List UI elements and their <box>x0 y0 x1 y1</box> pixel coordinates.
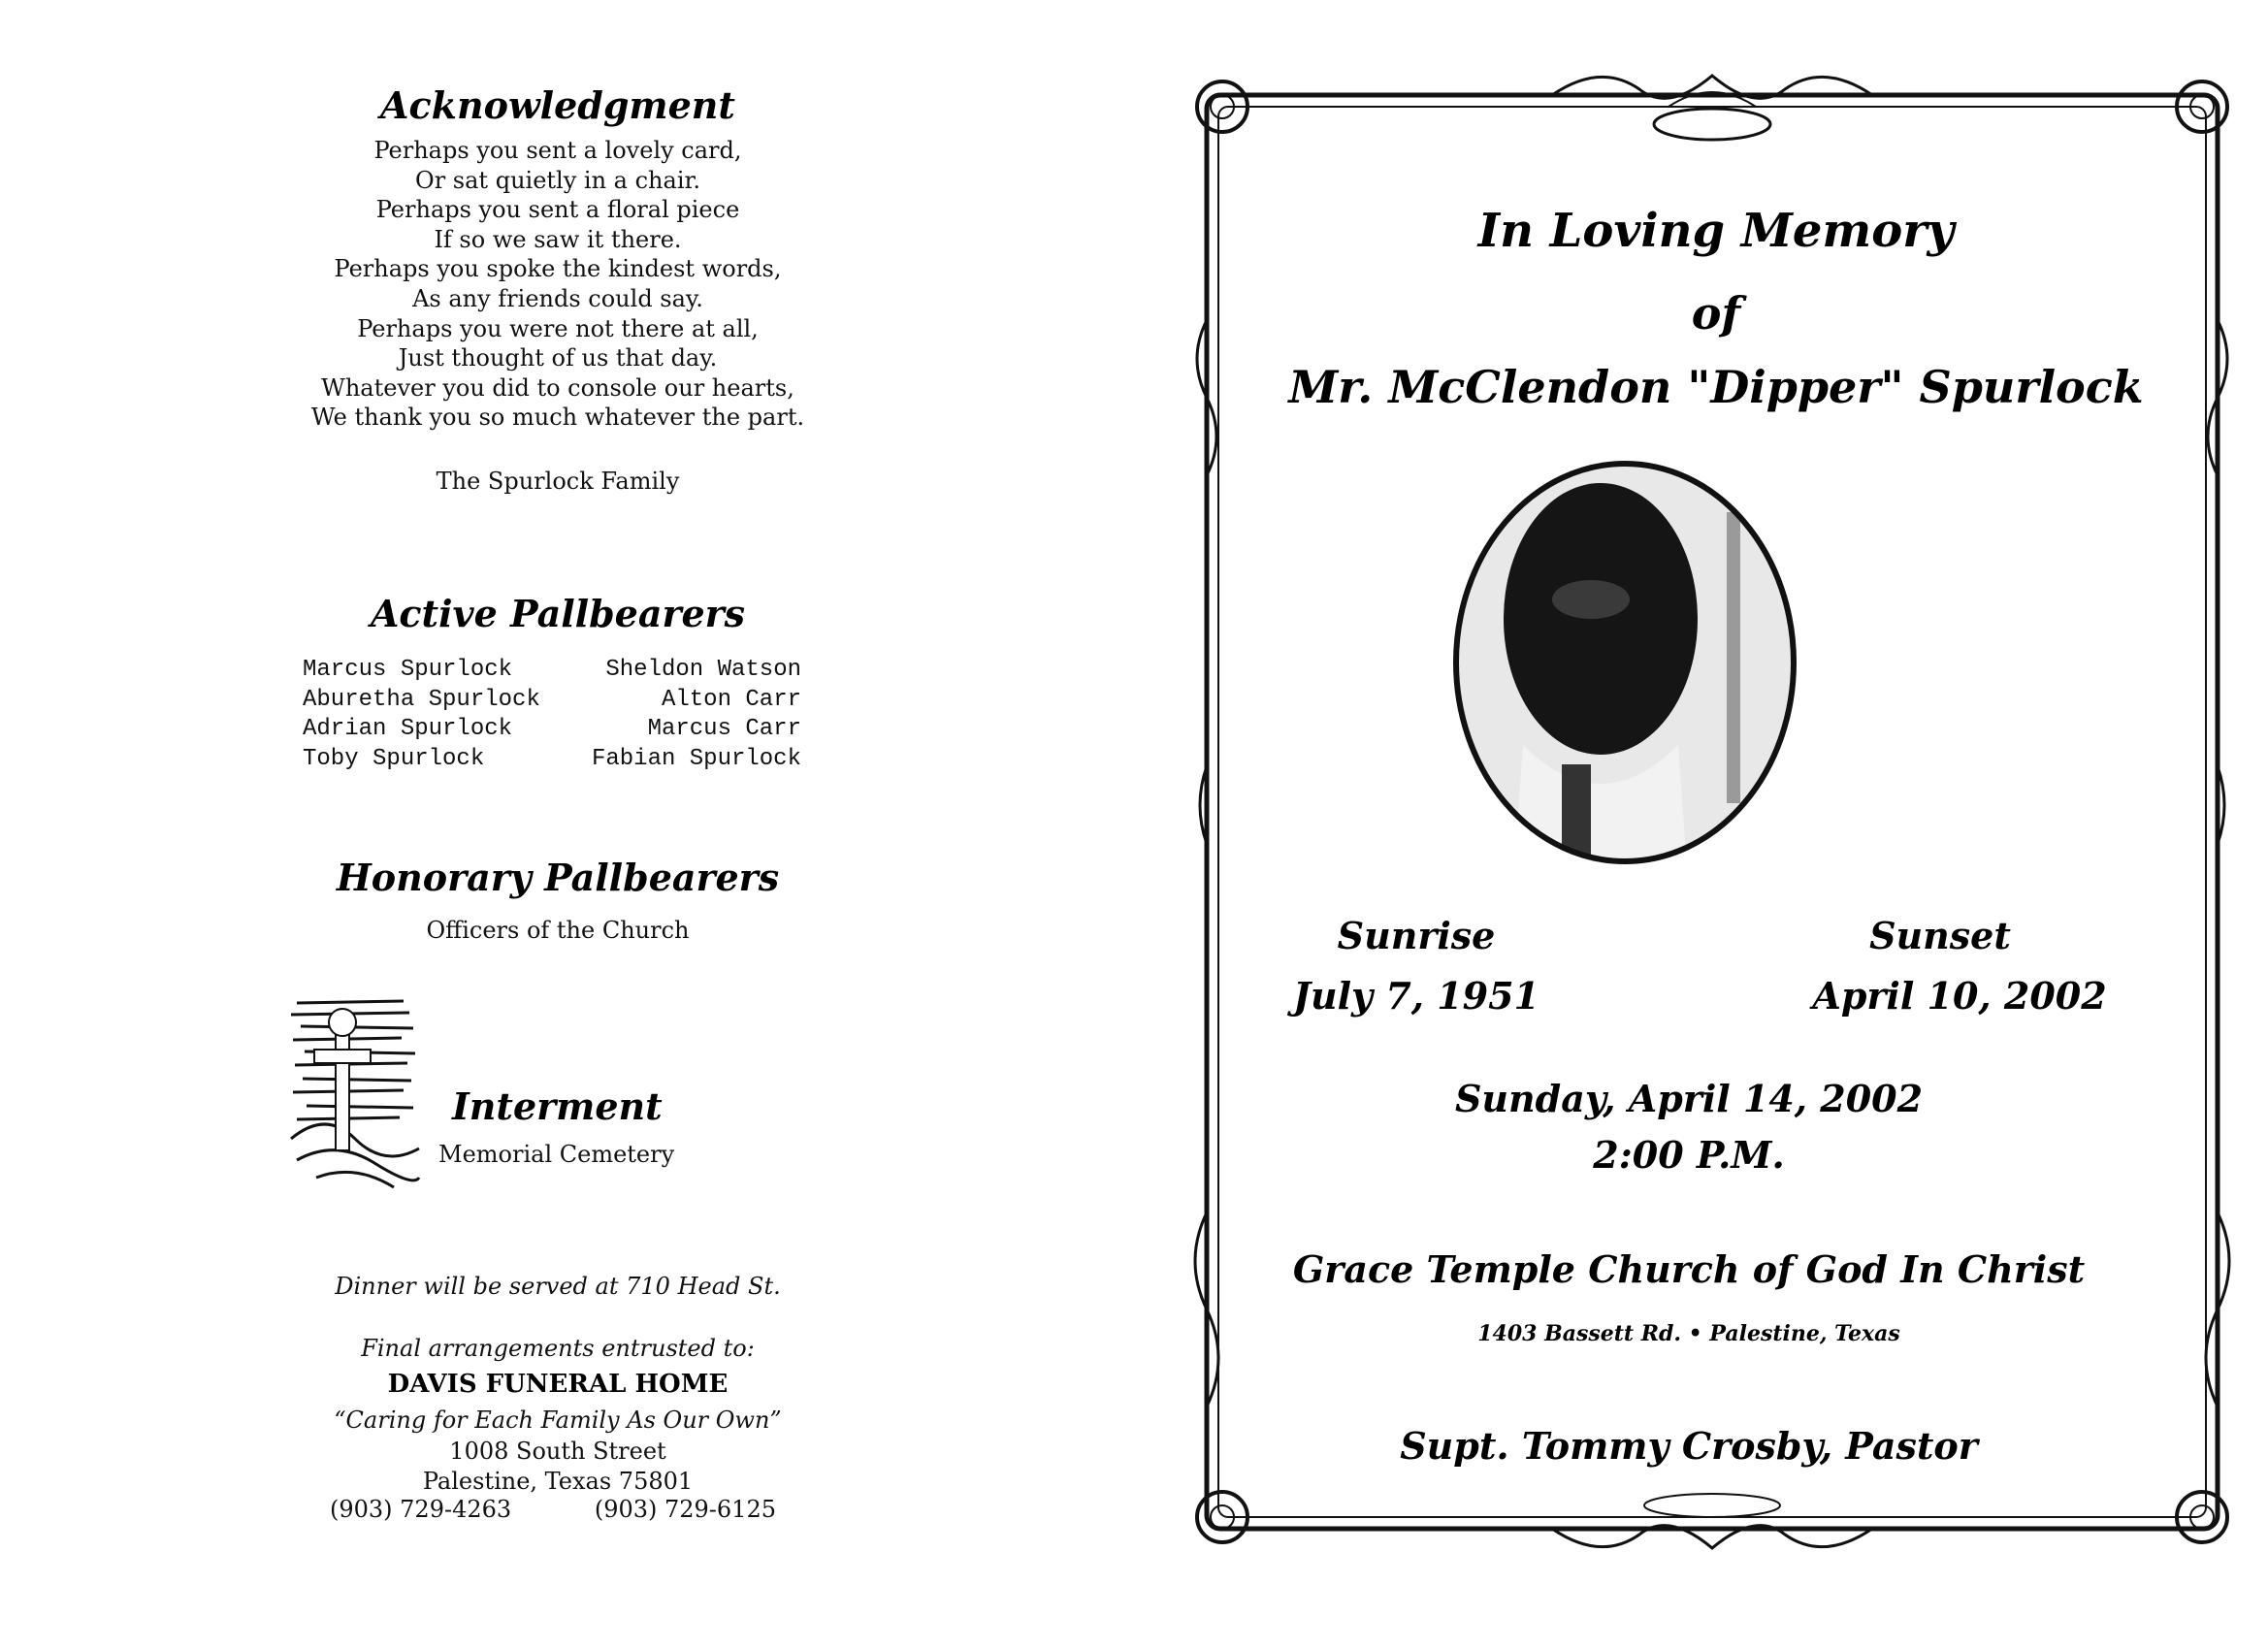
poem-line: Perhaps you sent a lovely card, <box>373 137 742 164</box>
sunset-label: Sunset <box>1869 914 2011 957</box>
dinner-notice: Dinner will be served at 710 Head St. <box>335 1273 781 1300</box>
funeral-home-city: Palestine, Texas 75801 <box>422 1468 694 1495</box>
sunset-date: April 10, 2002 <box>1812 974 2107 1018</box>
service-date: Sunday, April 14, 2002 <box>1454 1077 1924 1120</box>
poem-line: Perhaps you spoke the kindest words, <box>334 255 782 283</box>
pallbearer-name: Toby Spurlock <box>303 745 485 772</box>
pallbearer-name: Adrian Spurlock <box>303 716 513 742</box>
pallbearer-list <box>303 656 801 774</box>
poem-line: We thank you so much whatever the part. <box>310 404 805 432</box>
poem-line: Just thought of us that day. <box>398 344 718 372</box>
cover-title: In Loving Memory <box>1477 204 1955 258</box>
church-name: Grace Temple Church of God In Christ <box>1292 1247 2086 1291</box>
poem-line: Perhaps you were not there at all, <box>357 314 759 342</box>
poem-line: As any friends could say. <box>412 284 703 312</box>
pallbearer-name: Fabian Spurlock <box>591 745 801 772</box>
acknowledgment-poem <box>0 136 1116 433</box>
pallbearer-name: Alton Carr <box>661 686 801 713</box>
pastor-name: Supt. Tommy Crosby, Pastor <box>1400 1424 1978 1468</box>
family-signature: The Spurlock Family <box>436 468 680 495</box>
poem-line: If so we saw it there. <box>434 225 682 253</box>
sunrise-label: Sunrise <box>1337 914 1496 957</box>
poem-line: Perhaps you sent a floral piece <box>375 196 740 224</box>
funeral-home-street: 1008 South Street <box>449 1438 666 1465</box>
pallbearer-row <box>303 656 801 686</box>
funeral-home-phones <box>330 1496 776 1523</box>
pallbearer-row <box>303 715 801 745</box>
pallbearer-name: Aburetha Spurlock <box>303 686 540 713</box>
honorary-pallbearers-text: Officers of the Church <box>426 917 690 944</box>
honorary-pallbearers-heading: Honorary Pallbearers <box>336 856 780 899</box>
acknowledgment-heading: Acknowledgment <box>380 83 735 127</box>
sunrise-date: July 7, 1951 <box>1292 974 1539 1018</box>
phone-number: (903) 729-4263 <box>330 1496 512 1523</box>
interment-text: Memorial Cemetery <box>438 1141 675 1168</box>
arrangements-intro: Final arrangements entrusted to: <box>361 1335 755 1362</box>
church-address: 1403 Bassett Rd. • Palestine, Texas <box>1477 1321 1900 1346</box>
deceased-name: Mr. McClendon "Dipper" Spurlock <box>1288 361 2144 413</box>
cross-icon <box>287 993 423 1197</box>
portrait-photo <box>1445 454 1804 871</box>
back-panel <box>0 0 1116 1649</box>
cover-panel <box>1164 0 2268 1649</box>
cover-of: of <box>1691 287 1741 340</box>
phone-number: (903) 729-6125 <box>594 1496 776 1523</box>
interment-heading: Interment <box>452 1084 663 1128</box>
pallbearer-name: Marcus Spurlock <box>303 657 513 683</box>
active-pallbearers-heading: Active Pallbearers <box>370 592 746 635</box>
service-time: 2:00 P.M. <box>1593 1133 1785 1177</box>
pallbearer-row <box>303 686 801 716</box>
poem-line: Whatever you did to console our hearts, <box>321 373 794 402</box>
pallbearer-row <box>303 745 801 775</box>
funeral-home-motto: “Caring for Each Family As Our Own” <box>334 1406 782 1434</box>
pallbearer-name: Sheldon Watson <box>605 657 801 683</box>
pallbearer-name: Marcus Carr <box>647 716 801 742</box>
funeral-home-name: DAVIS FUNERAL HOME <box>387 1370 729 1399</box>
poem-line: Or sat quietly in a chair. <box>415 166 700 194</box>
